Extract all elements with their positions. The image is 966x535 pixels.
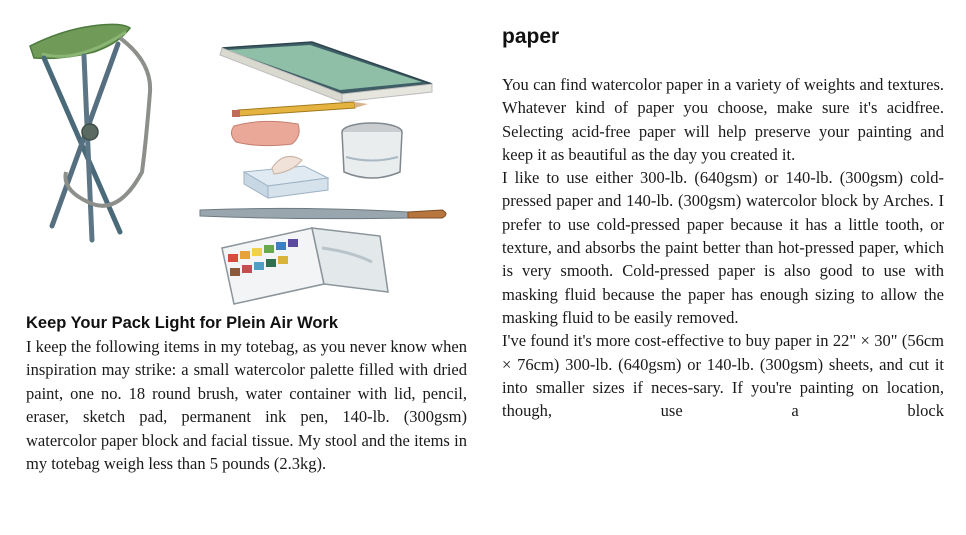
paragraph-2: I like to use either 300-lb. (640gsm) or 140-lb. (300gsm) cold-pressed paper and 140-lb. (300gsm) watercolor block by Arches. I prefer to use cold-pressed paper because it has a little tooth, or texture, and absorbs the paint better than hot-pressed paper, which is very smooth. Cold-pressed paper is also good to use with masking fluid because the paper has enough sizing to allow the masking fluid to be easily removed. [502,168,944,327]
illustration-caption [26,311,467,475]
plein-air-supplies-illustration [22,22,470,312]
folding-stool-illustration [30,24,150,240]
caption-heading: Keep Your Pack Light for Plein Air Work [26,314,339,332]
round-brush-illustration [200,208,446,218]
sketch-pad-illustration [220,42,432,102]
section-heading: paper [502,25,560,48]
watercolor-palette-illustration [222,228,388,304]
eraser-illustration [231,121,299,145]
paragraph-1: You can find watercolor paper in a variety of weights and textures. Whatever kind of paper you choose, make sure it's acidfree. Selecting acid-free paper will help preserve your painting and keep it as beautiful as the day you created it. [502,75,944,164]
facial-tissue-illustration [244,156,328,198]
paragraph-3: I've found it's more cost-effective to buy paper in 22" × 30" (56cm × 76cm) 300-lb. (640gsm) or 140-lb. (300gsm) sheets, and cut it into smaller sizes if neces-sary. If you're painting on location, though, use a block [502,331,944,421]
caption-body: I keep the following items in my totebag, as you never know when inspiration may strike: a small watercolor palette filled with dried paint, one no. 18 round brush, water container with lid, pencil, eraser, sketch pad, permanent ink pen, 140-lb. (300gsm) watercolor paper block and facial tissue. My stool and the items in my totebag weigh less than 5 pounds (2.3kg). [26,337,467,474]
pencil-illustration [232,102,368,117]
water-container-illustration [342,123,402,178]
paper-article [502,22,944,422]
